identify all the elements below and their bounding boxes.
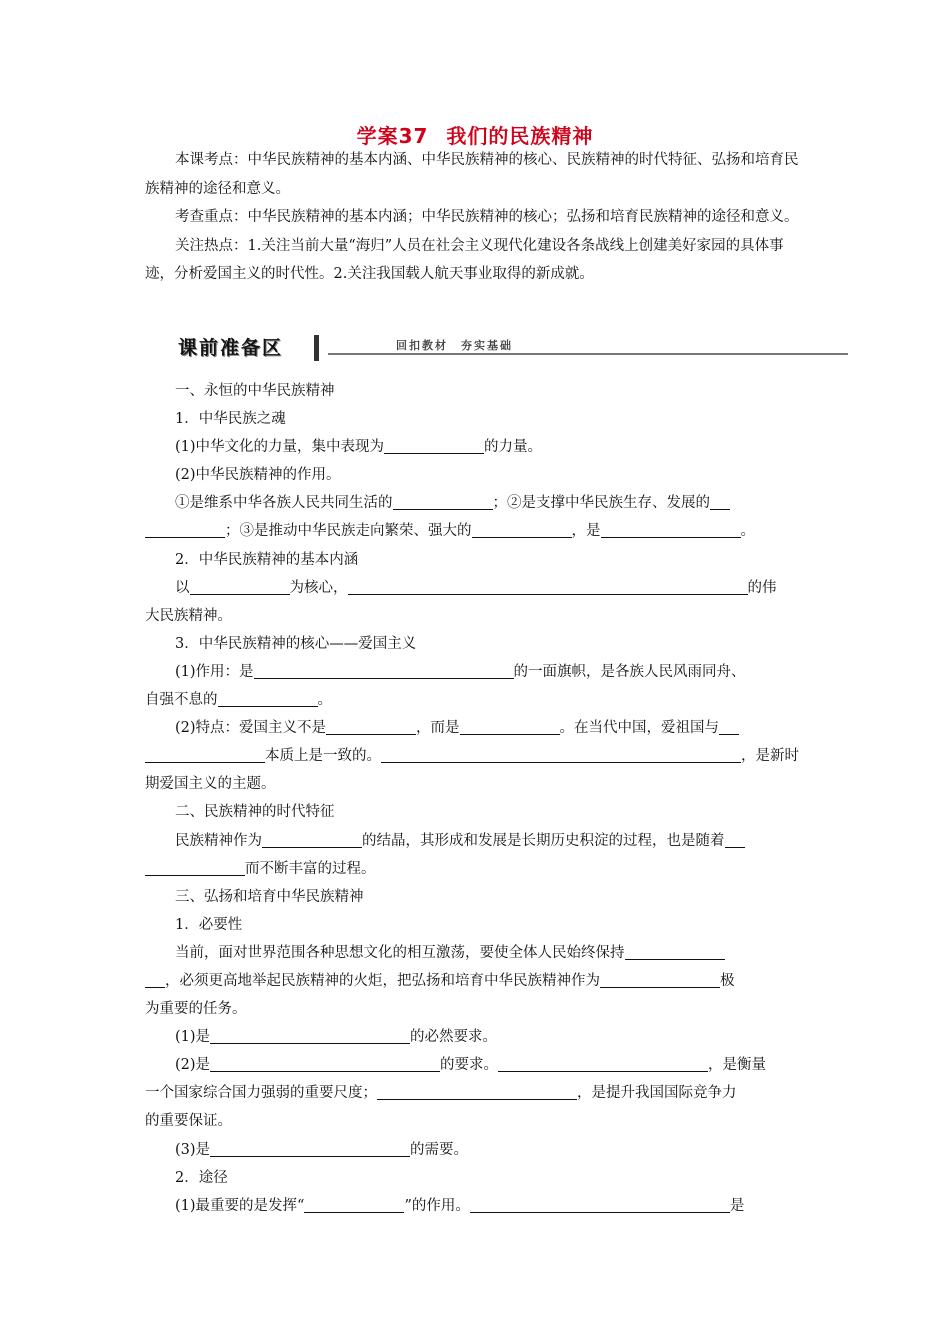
fill-blank[interactable] xyxy=(719,719,739,735)
page-title xyxy=(0,120,950,149)
line-era-cont: 而不断丰富的过程。 xyxy=(145,855,810,883)
line-1-3-cont: ；③是推动中华民族走向繁荣、强大的 ，是 。 xyxy=(145,517,810,545)
line-1-1: (1)中华文化的力量，集中表现为 的力量。 xyxy=(175,439,543,456)
line-3-1-cont: 自强不息的 。 xyxy=(145,692,332,709)
subheading-1: 1．中华民族之魂 xyxy=(175,411,286,428)
subheading-2: 2．中华民族精神的基本内涵 xyxy=(175,551,359,568)
line-n1: 当前，面对世界范围各种思想文化的相互激荡，要使全体人民始终保持 xyxy=(145,939,810,967)
line-n1-cont: ，必须更高地举起民族精神的火炬，把弘扬和培育中华民族精神作为 极 xyxy=(145,967,810,995)
section-header xyxy=(178,333,848,365)
subheading-n2: 2．途径 xyxy=(175,1169,228,1186)
line-n1-2-cont: 一个国家综合国力强弱的重要尺度； ，是提升我国国际竞争力 xyxy=(145,1085,737,1102)
fill-blank[interactable] xyxy=(710,494,730,510)
line-3-2-end: 期爱国主义的主题。 xyxy=(145,776,276,793)
lesson-name: 我们的民族精神 xyxy=(446,124,594,148)
fill-blank[interactable] xyxy=(725,832,745,848)
fill-blank[interactable] xyxy=(470,1197,730,1213)
line-n1-3: (3)是 的需要。 xyxy=(175,1141,469,1158)
fill-blank[interactable] xyxy=(218,691,318,707)
line-era: 民族精神作为 的结晶，其形成和发展是长期历史积淀的过程，也是随着 xyxy=(145,827,810,855)
line-1-3: ①是维系中华各族人民共同生活的 ；②是支撑中华民族生存、发展的 xyxy=(145,489,810,517)
section-title: 课前准备区 xyxy=(178,337,284,359)
key-points: 考查重点：中华民族精神的基本内涵；中华民族精神的核心；弘扬和培育民族精神的途径和意义。 xyxy=(175,209,799,225)
worksheet-body xyxy=(145,377,810,1220)
fill-blank[interactable] xyxy=(384,438,484,454)
heading-3: 三、弘扬和培育中华民族精神 xyxy=(175,888,364,905)
fill-blank[interactable] xyxy=(326,719,416,735)
section-subtitle: 回扣教材 夯实基础 xyxy=(390,337,519,353)
fill-blank[interactable] xyxy=(381,747,741,763)
fill-blank[interactable] xyxy=(600,972,720,988)
fill-blank[interactable] xyxy=(210,1056,440,1072)
heading-2: 二、民族精神的时代特征 xyxy=(175,804,335,821)
fill-blank[interactable] xyxy=(625,944,725,960)
line-2-1-cont: 大民族精神。 xyxy=(145,607,232,624)
heading-1: 一、永恒的中华民族精神 xyxy=(175,383,335,399)
line-n1-1: (1)是 的必然要求。 xyxy=(175,1029,498,1046)
fill-blank[interactable] xyxy=(393,494,493,510)
line-3-2: (2)特点：爱国主义不是 ，而是 。在当代中国，爱祖国与 xyxy=(145,714,810,742)
line-n2-1: (1)最重要的是发挥“ ”的作用。 是 xyxy=(175,1197,745,1214)
fill-blank[interactable] xyxy=(145,747,265,763)
line-1-2: (2)中华民族精神的作用。 xyxy=(175,467,341,484)
fill-blank[interactable] xyxy=(377,1084,577,1100)
fill-blank[interactable] xyxy=(601,522,741,538)
fill-blank[interactable] xyxy=(145,522,225,538)
subheading-n1: 1．必要性 xyxy=(175,916,243,933)
line-n1-2-end: 的重要保证。 xyxy=(145,1113,232,1130)
lesson-number: 学案37 xyxy=(356,124,429,148)
fill-blank[interactable] xyxy=(190,579,290,595)
fill-blank[interactable] xyxy=(262,832,362,848)
fill-blank[interactable] xyxy=(472,522,572,538)
fill-blank[interactable] xyxy=(210,1028,410,1044)
fill-blank[interactable] xyxy=(210,1141,410,1157)
exam-points: 本课考点：中华民族精神的基本内涵、中华民族精神的核心、民族精神的时代特征、弘扬和培育民族精神的途径和意义。 xyxy=(145,152,799,197)
fill-blank[interactable] xyxy=(460,719,560,735)
hot-topics: 关注热点：1.关注当前大量“海归”人员在社会主义现代化建设各条战线上创建美好家园的具体事迹，分析爱国主义的时代性。2.关注我国载人航天事业取得的新成就。 xyxy=(145,237,784,282)
fill-blank[interactable] xyxy=(498,1056,708,1072)
fill-blank[interactable] xyxy=(145,972,165,988)
fill-blank[interactable] xyxy=(254,663,514,679)
fill-blank[interactable] xyxy=(304,1197,404,1213)
line-2-1: 以 为核心， 的伟 xyxy=(175,579,777,596)
line-n1-end: 为重要的任务。 xyxy=(145,1001,247,1018)
line-3-2-cont: 本质上是一致的。 ，是新时 xyxy=(145,742,810,770)
subheading-3: 3．中华民族精神的核心——爱国主义 xyxy=(175,635,417,652)
line-3-1: (1)作用：是 的一面旗帜，是各族人民风雨同舟、 xyxy=(175,663,746,680)
fill-blank[interactable] xyxy=(145,860,245,876)
line-n1-2: (2)是 的要求。 ，是衡量 xyxy=(175,1057,767,1074)
intro-block xyxy=(145,146,810,289)
section-divider-bar xyxy=(314,335,319,361)
fill-blank[interactable] xyxy=(348,579,748,595)
section-rule xyxy=(328,353,848,355)
